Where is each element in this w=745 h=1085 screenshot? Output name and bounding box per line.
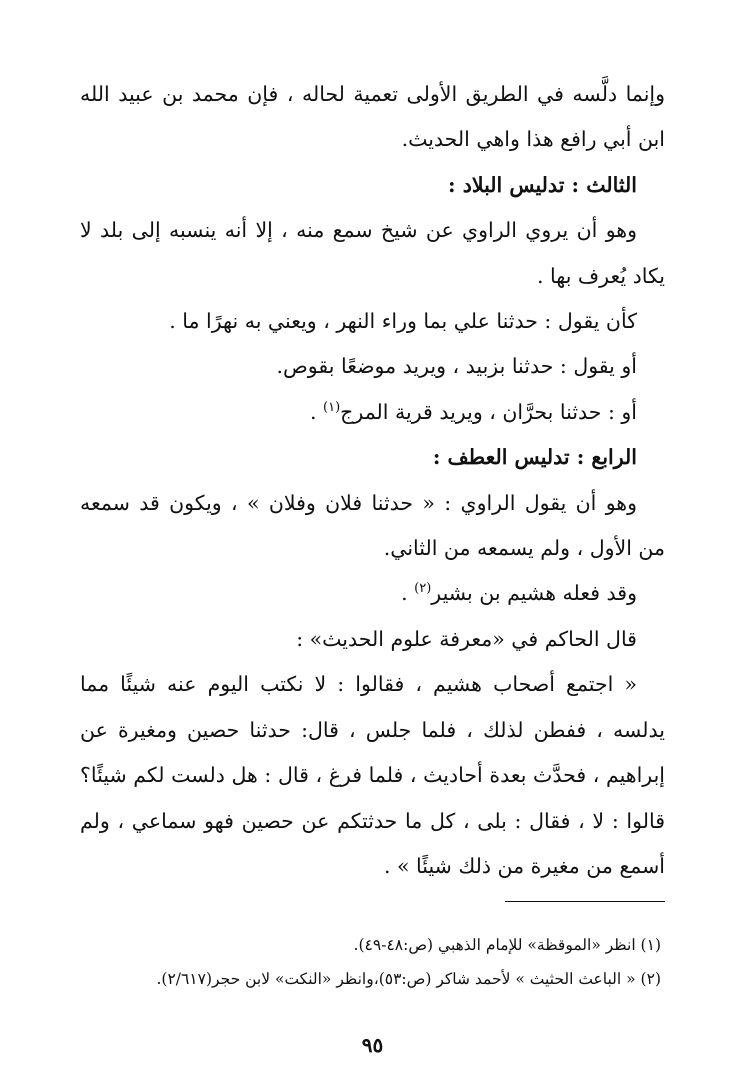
text-line: وهو أن يقول الراوي : « حدثنا فلان وفلان » ، ويكون قد سمعه — [80, 490, 637, 515]
text-line: إبراهيم ، فحدَّث بعدة أحاديث ، فلما فرغ ، قال : هل دلست لكم شيئًا؟ — [80, 763, 665, 788]
text-line: ابن أبي رافع هذا واهي الحديث. — [401, 127, 665, 152]
period: . — [309, 399, 324, 424]
text-line: « اجتمع أصحاب هشيم ، فقالوا : لا نكتب اليوم عنه شيئًا مما — [80, 672, 637, 697]
footnote-ref-2: (٢) — [414, 581, 432, 597]
text-line: وهو أن يروي الراوي عن شيخ سمع منه ، إلا أنه ينسبه إلى بلد لا — [80, 218, 637, 243]
text-line: من الأول ، ولم يسمعه من الثاني. — [383, 536, 665, 561]
text-segment: وقد فعله هشيم بن بشير — [431, 581, 637, 606]
main-text — [80, 72, 665, 889]
section-heading-third: الثالث : تدليس البلاد : — [448, 172, 637, 197]
text-line — [80, 571, 665, 616]
text-line: قالوا : لا ، فقال : بلى ، كل ما حدثتكم عن حصين فهو سماعي ، ولم — [80, 808, 665, 833]
period: . — [401, 581, 415, 606]
text-line: أسمع من مغيرة من ذلك شيئًا » . — [383, 853, 665, 878]
text-line: يدلسه ، ففطن لذلك ، فلما جلس ، قال: حدثنا حصين ومغيرة عن — [80, 717, 665, 742]
footnote-separator — [505, 901, 665, 902]
text-line — [80, 390, 665, 435]
page-number: ٩٥ — [361, 1033, 384, 1057]
text-line: قال الحاكم في «معرفة علوم الحديث» : — [296, 626, 637, 651]
footnotes — [80, 928, 665, 996]
text-line: كأن يقول : حدثنا علي بما وراء النهر ، ويعني به نهرًا ما . — [169, 309, 637, 334]
text-line: يكاد يُعرف بها . — [536, 263, 665, 288]
text-line: أو يقول : حدثنا بزبيد ، ويريد موضعًا بقوص. — [276, 354, 637, 379]
footnote-ref-1: (١) — [323, 400, 341, 416]
text-line: وإنما دلَّسه في الطريق الأولى تعمية لحاله ، فإن محمد بن عبيد الله — [80, 82, 665, 106]
footnote-1: (١) انظر «الموقظة» للإمام الذهبي (ص:٤٨-٤٩). — [353, 936, 661, 954]
section-heading-fourth: الرابع : تدليس العطف : — [432, 445, 637, 470]
text-segment: أو : حدثنا بحرَّان ، ويريد قرية المرج — [340, 399, 637, 424]
footnote-2: (٢) « الباعث الحثيث » لأحمد شاكر (ص:٥٣)،وانظر «النكت» لابن حجر(٢/٦١٧). — [156, 970, 661, 988]
